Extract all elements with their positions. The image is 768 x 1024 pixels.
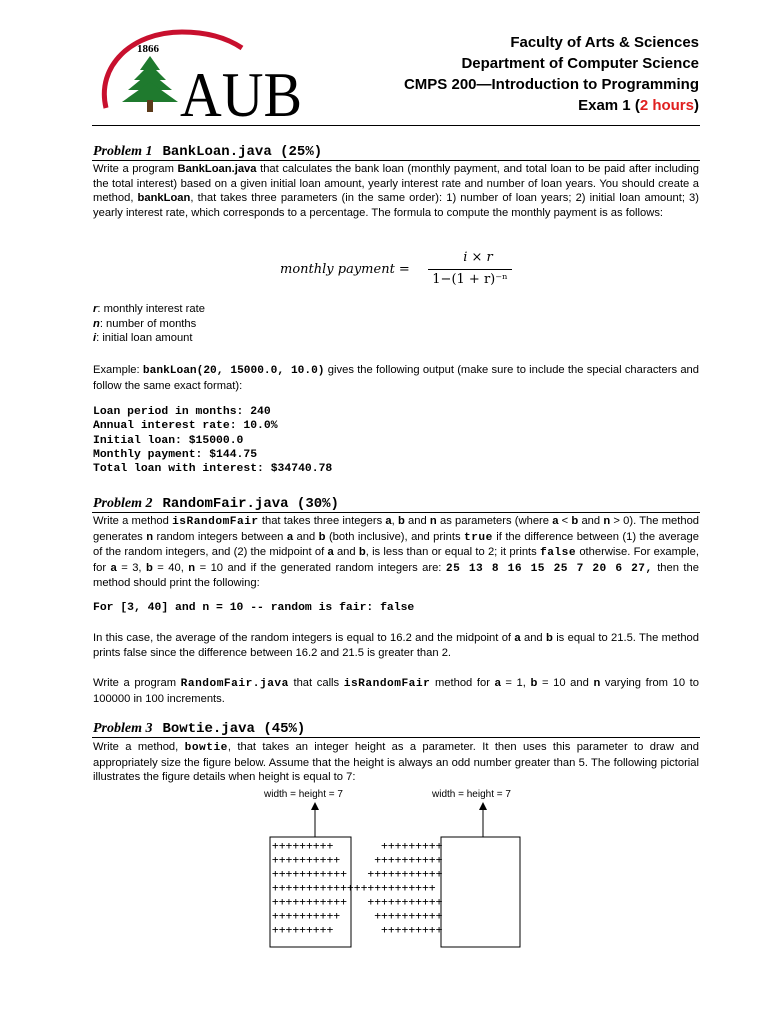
duration: 2 hours	[639, 97, 694, 114]
figure-label-left: width = height = 7	[264, 789, 343, 800]
problem1-description: Write a program BankLoan.java that calculates the bank loan (monthly payment, and total loan to be paid after including the total interest) based on a given initial loan amount, yearly interest rate and number of loan years. You should create a method, bankLoan, that takes three parameters (in the same order): 1) number of loan years; 2) initial loan amount; 3) yearly interest rate, which corresponds to a percentage. The formula to compute the monthly payment is as follows:	[93, 163, 699, 219]
logo-year: 1866	[137, 43, 159, 55]
cedar-tree-icon	[122, 56, 178, 112]
problem2-output: For [3, 40] and n = 10 -- random is fair: false	[93, 602, 415, 614]
problem2-explanation: In this case, the average of the random integers is equal to 16.2 and the midpoint of a and b is equal to 21.5. The method prints false since the difference between 16.2 and 21.5 is greater than 2.	[93, 632, 699, 659]
header-divider	[92, 125, 700, 126]
aub-logo	[92, 26, 307, 122]
exam-line: Exam 1 (2 hours)	[578, 97, 699, 114]
figure-label-right: width = height = 7	[432, 789, 511, 800]
department-line: Department of Computer Science	[461, 55, 699, 72]
problem1-title: Problem 1 BankLoan.java (25%)	[93, 144, 323, 160]
exam-header	[404, 32, 699, 116]
problem1-example: Example: bankLoan(20, 15000.0, 10.0) gives the following output (make sure to include the special characters and follow the same exact format):	[93, 364, 699, 392]
problem2-description: Write a method isRandomFair that takes three integers a, b and n as parameters (where a < b and n > 0). The method generates n random integers between a and b (both inclusive), and prints true if the difference between (1) the average of the random integers, and (2) the midpoint of a and b, is less than or equal to 2; it prints false otherwise. For example, for a = 3, b = 40, n = 10 and if the generated random integers are: 25 13 8 16 15 25 7 20 6 27, then the method should print the following:	[93, 515, 700, 590]
bowtie-figure: +++++++++ +++++++++ ++++++++++ ++++++++++ +++++++++++ +++++++++++ ++++++++++++++++++++++++ +++++++++++ +++++++++++ ++++++++++ ++++++++++ +++++++++ +++++++++	[272, 839, 443, 936]
formula-definitions: r: monthly interest rate n: number of months i: initial loan amount	[93, 303, 205, 345]
arrow-up-icon	[311, 802, 319, 810]
problem2-title: Problem 2 RandomFair.java (30%)	[93, 496, 339, 512]
problem3-title: Problem 3 Bowtie.java (45%)	[93, 721, 306, 737]
problem2-program: Write a program RandomFair.java that calls isRandomFair method for a = 1, b = 10 and n varying from 10 to 100000 in 100 increments.	[93, 677, 699, 705]
logo-text: AUB	[180, 59, 302, 122]
arrow-up-icon	[479, 802, 487, 810]
problem2-divider	[92, 512, 700, 513]
course-line: CMPS 200—Introduction to Programming	[403, 76, 699, 93]
monthly-payment-formula: monthly payment = i × r 1−(1 + r)⁻ⁿ	[280, 250, 520, 290]
problem3-divider	[92, 737, 700, 738]
problem1-output: Loan period in months: 240 Annual interest rate: 10.0% Initial loan: $15000.0 Monthly payment: $144.75 Total loan with interest: $34740.78	[93, 406, 333, 476]
problem3-description: Write a method, bowtie, that takes an integer height as a parameter. It then uses this parameter to draw and appropriately size the figure below. Assume that the height is always an odd number greater than 5. The following pictorial illustrates the figure details when height is equal to 7:	[93, 741, 699, 784]
problem1-divider	[92, 160, 700, 161]
faculty-line: Faculty of Arts & Sciences	[510, 34, 699, 51]
